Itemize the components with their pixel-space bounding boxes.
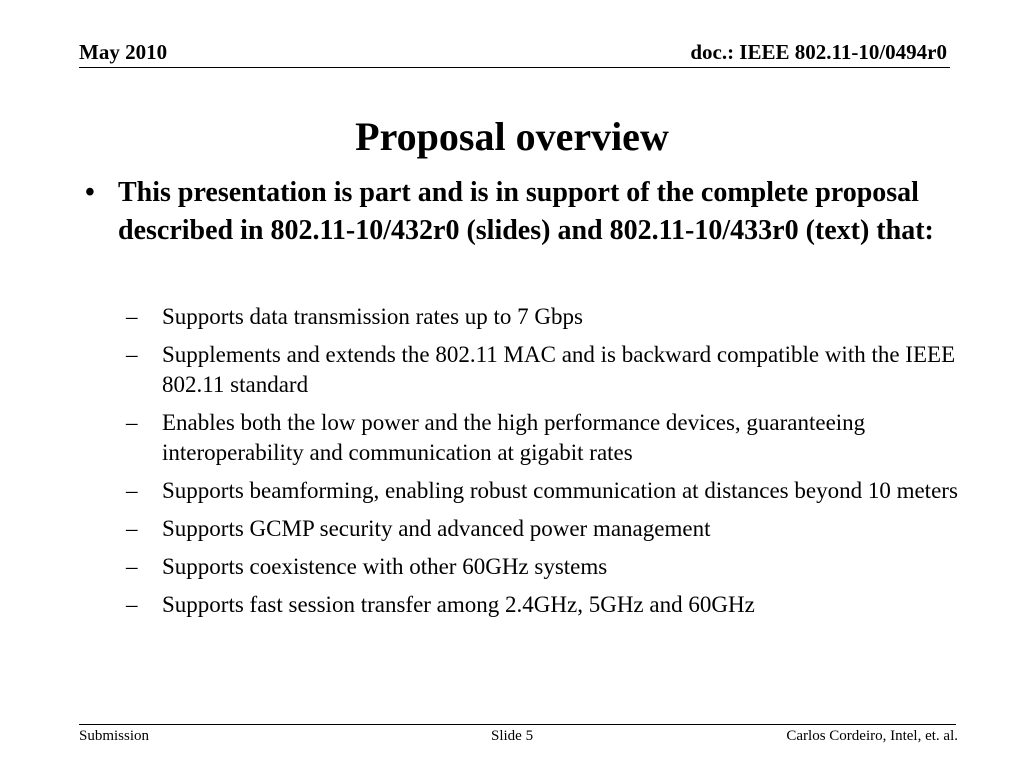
- sub-bullet-text: Supports fast session transfer among 2.4GHz, 5GHz and 60GHz: [162, 592, 755, 617]
- slide-title: Proposal overview: [355, 114, 669, 159]
- dash-icon: –: [126, 516, 138, 541]
- main-bullet-text: This presentation is part and is in support of the complete proposal described in 802.11-10/432r0 (slides) and 802.11-10/433r0 (text) that:: [118, 177, 934, 246]
- dash-icon: –: [126, 342, 138, 367]
- sub-bullet-item: [126, 340, 958, 400]
- sub-bullet-item: [126, 408, 958, 468]
- sub-bullet-item: [126, 514, 958, 544]
- header-date: May 2010: [79, 40, 168, 64]
- main-bullet: [78, 174, 958, 250]
- footer-divider: [79, 724, 956, 725]
- bullet-icon: •: [85, 177, 95, 208]
- sub-bullet-item: [126, 302, 958, 332]
- sub-bullet-item: [126, 590, 958, 620]
- sub-bullet-item: [126, 476, 958, 506]
- footer-authors: Carlos Cordeiro, Intel, et. al.: [786, 728, 958, 744]
- sub-bullet-text: Supports GCMP security and advanced power management: [162, 516, 711, 541]
- dash-icon: –: [126, 554, 138, 579]
- dash-icon: –: [126, 592, 138, 617]
- footer-submission: Submission: [79, 728, 150, 744]
- slide-header: [79, 40, 947, 68]
- dash-icon: –: [126, 478, 138, 503]
- sub-bullet-text: Supplements and extends the 802.11 MAC and is backward compatible with the IEEE 802.11 standard: [162, 342, 956, 397]
- sub-bullet-text: Supports beamforming, enabling robust communication at distances beyond 10 meters: [162, 478, 958, 503]
- slide-content: [78, 174, 958, 628]
- dash-icon: –: [126, 410, 138, 435]
- dash-icon: –: [126, 304, 138, 329]
- sub-bullet-text: Supports coexistence with other 60GHz systems: [162, 554, 608, 579]
- sub-bullet-text: Enables both the low power and the high performance devices, guaranteeing interoperability and communication at gigabit rates: [162, 410, 866, 465]
- footer-slide-number: Slide 5: [491, 728, 534, 744]
- sub-bullet-text: Supports data transmission rates up to 7 Gbps: [162, 304, 583, 329]
- header-doc-id: doc.: IEEE 802.11-10/0494r0: [690, 40, 947, 64]
- sub-bullet-list: [78, 302, 958, 620]
- header-divider: [79, 67, 950, 68]
- sub-bullet-item: [126, 552, 958, 582]
- slide-footer: [79, 728, 958, 748]
